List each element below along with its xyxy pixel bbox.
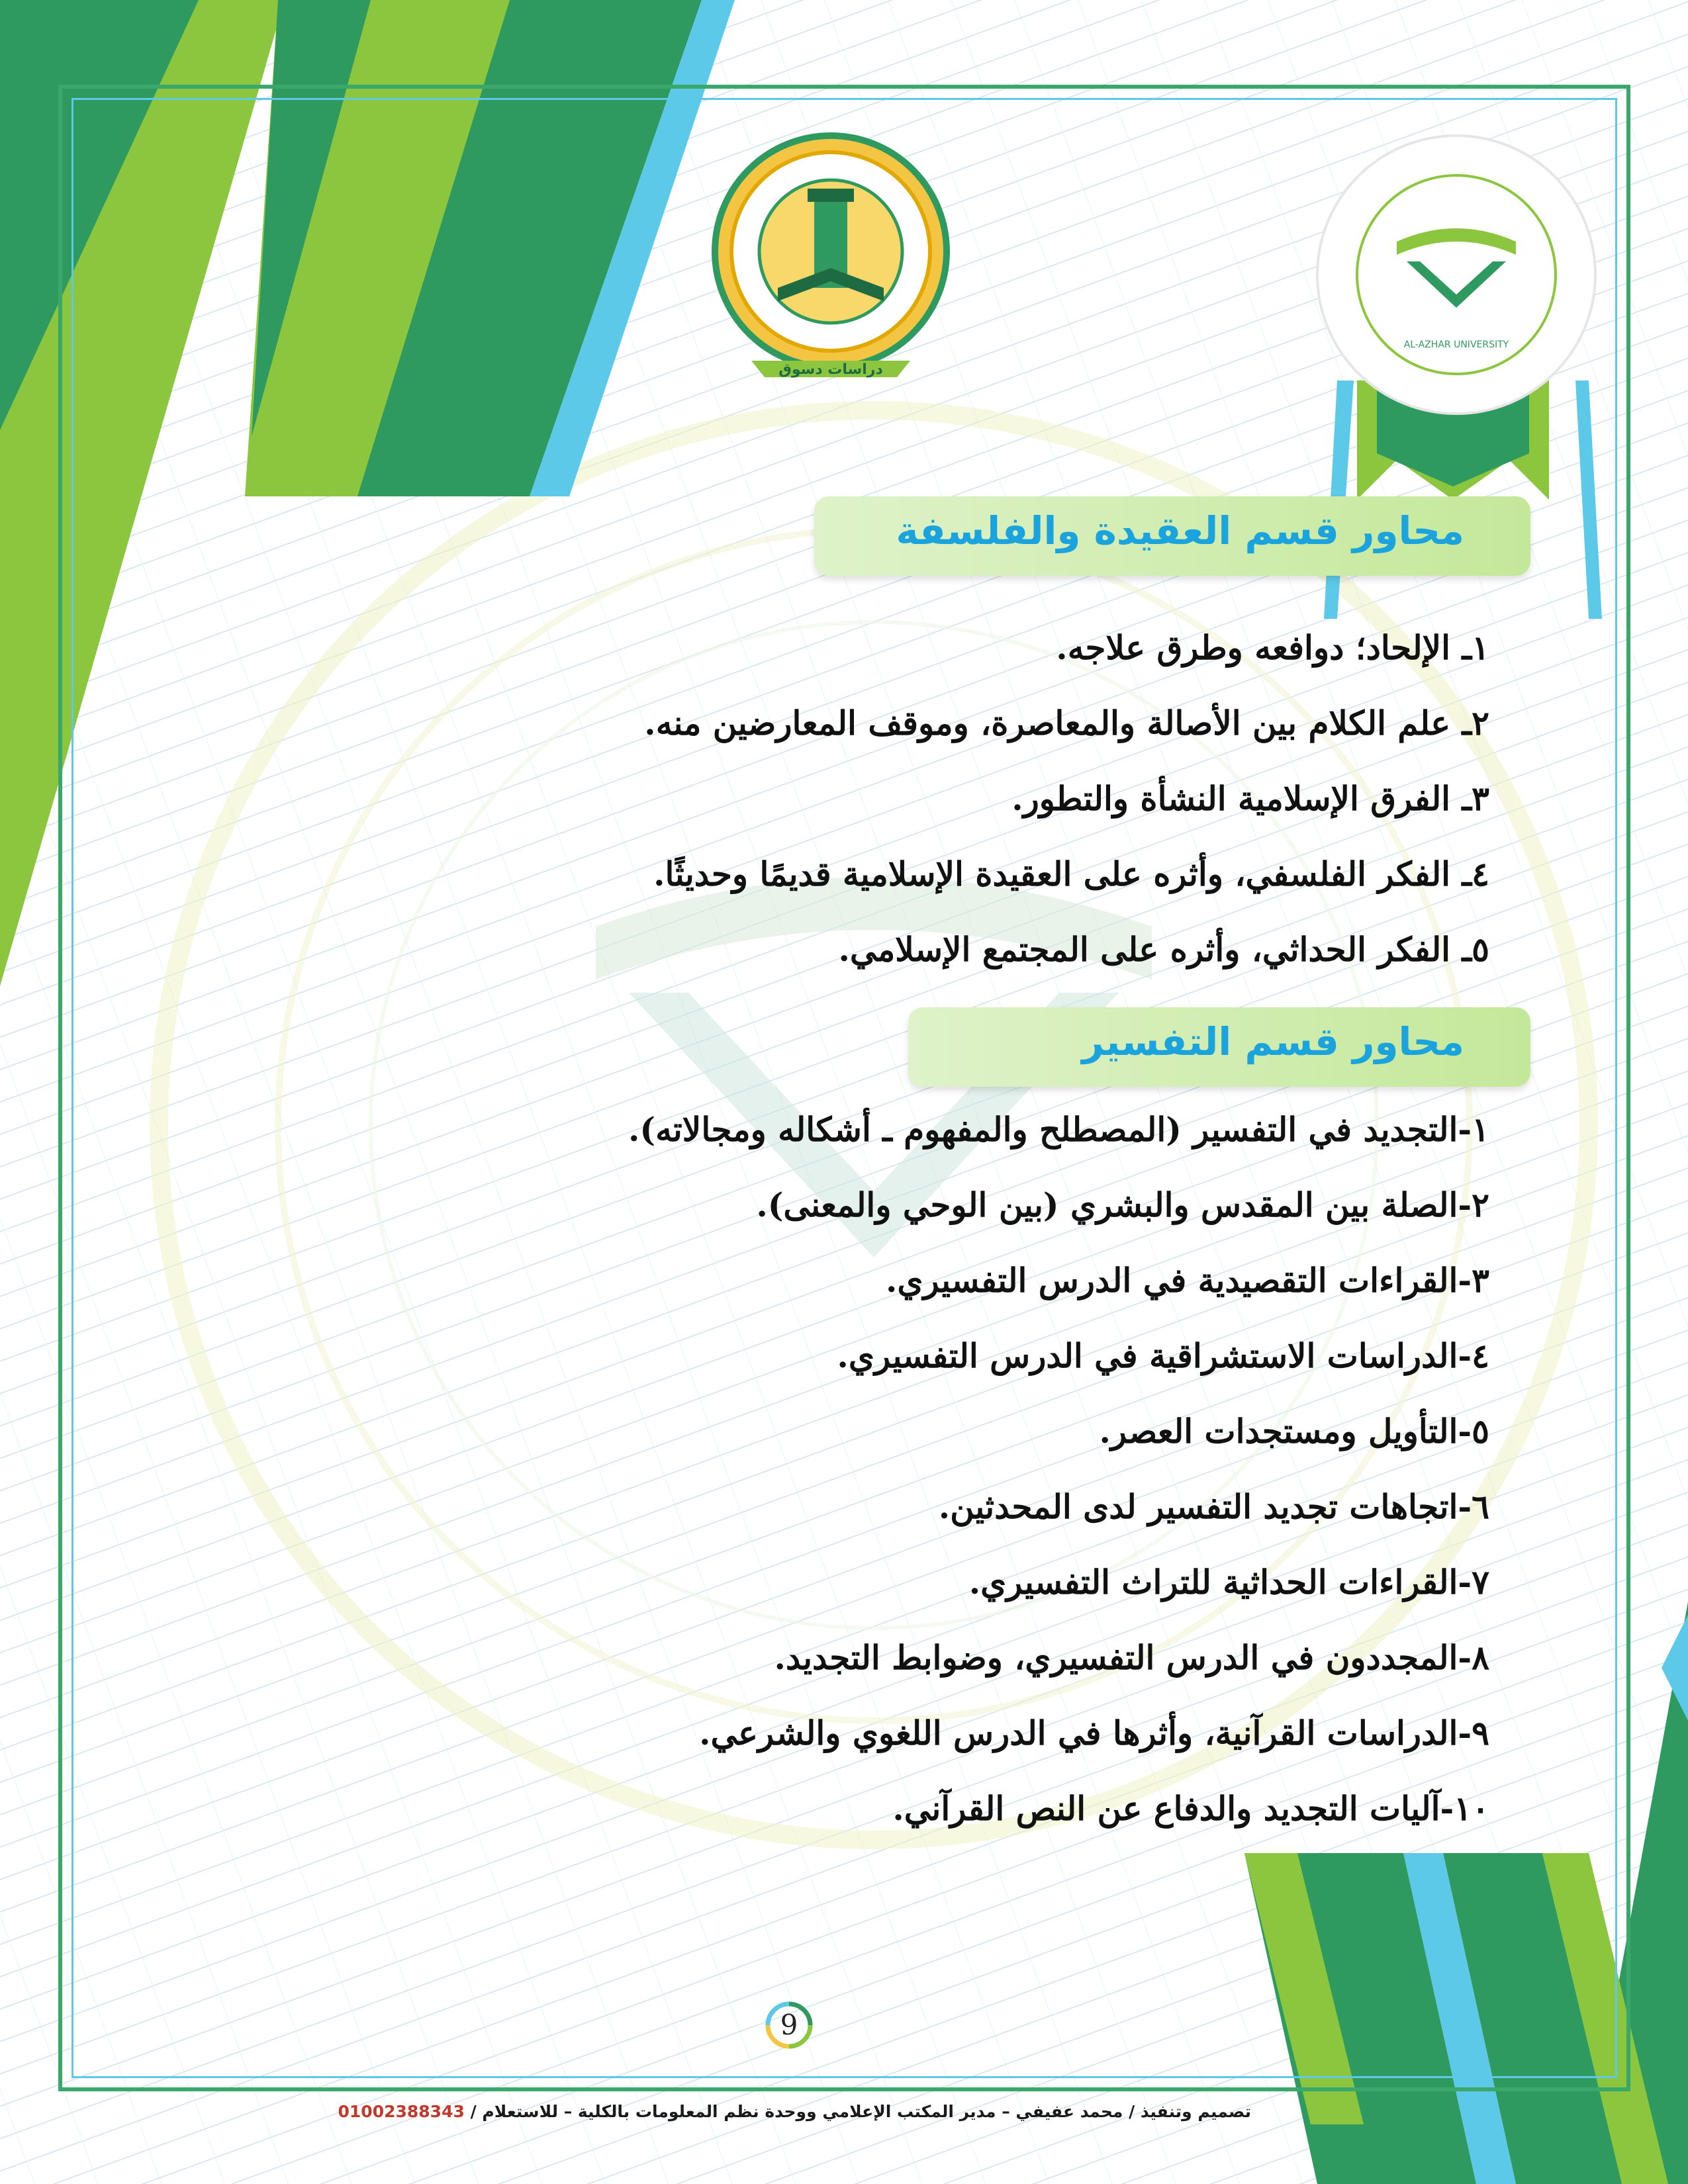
list-item: ٢-الصلة بين المقدس والبشري (بين الوحي والمعنى). [756,1185,1489,1224]
tafsir-topics-list [628,1092,1489,1846]
left-logo-ribbon: دراسات دسوق [778,361,883,378]
list-item: ٤-الدراسات الاستشراقية في الدرس التفسيري. [837,1336,1489,1375]
footer-text: تصميم وتنفيذ / محمد عفيفي – مدير المكتب الإعلامي ووحدة نظم المعلومات بالكلية – للاستعلام / [464,2102,1251,2121]
footer-phone: 01002388343 [338,2102,465,2121]
list-item: ٨-المجددون في الدرس التفسيري، وضوابط التجديد. [774,1638,1489,1677]
list-item: ١-التجديد في التفسير (المصطلح والمفهوم ـ أشكاله ومجالاته). [628,1110,1489,1149]
list-item: ١٠-آليات التجديد والدفاع عن النص القرآني. [892,1789,1489,1828]
list-item: ٦-اتجاهات تجديد التفسير لدى المحدثين. [938,1487,1489,1526]
aqeedah-topics-list [644,610,1489,987]
list-item: ٧-القراءات الحداثية للتراث التفسيري. [968,1563,1489,1602]
faculty-media-logo [698,122,963,387]
list-item: ٩-الدراسات القرآنية، وأثرها في الدرس اللغوي والشرعي. [699,1713,1489,1752]
page-number [763,1999,816,2052]
list-item: ٣ـ الفرق الإسلامية النشأة والتطور. [1011,779,1489,818]
footer-credit [338,2102,1251,2121]
list-item: ٢ـ علم الكلام بين الأصالة والمعاصرة، وموقف المعارضين منه. [644,704,1489,743]
section-header-aqeedah [814,496,1530,576]
section-header-tafsir [908,1007,1530,1087]
list-item: ١ـ الإلحاد؛ دوافعه وطرق علاجه. [1056,628,1489,667]
page-number-text: 9 [780,2009,798,2041]
list-item: ٣-القراءات التقصيدية في الدرس التفسيري. [886,1261,1489,1300]
list-item: ٥ـ الفكر الحداثي، وأثره على المجتمع الإسلامي. [838,930,1489,969]
list-item: ٤ـ الفكر الفلسفي، وأثره على العقيدة الإسلامية قديمًا وحديثًا. [653,854,1489,893]
right-logo-university-en: AL-AZHAR UNIVERSITY [1403,340,1509,350]
list-item: ٥-التأويل ومستجدات العصر. [1099,1412,1489,1451]
section-title-aqeedah: محاور قسم العقيدة والفلسفة [896,508,1464,553]
section-title-tafsir: محاور قسم التفسير [1082,1019,1464,1064]
